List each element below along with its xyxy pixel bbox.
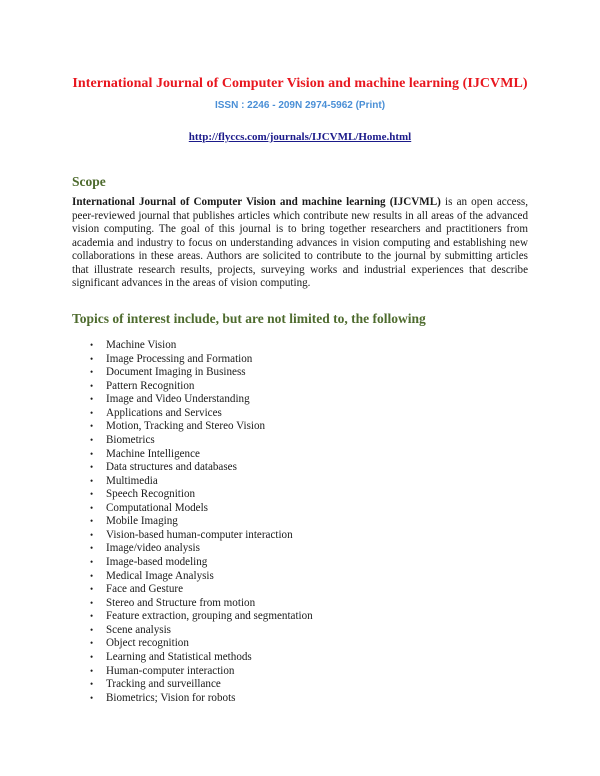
topic-list-item [90, 529, 313, 543]
topic-label: Multimedia [106, 474, 158, 487]
topic-label: Motion, Tracking and Stereo Vision [106, 420, 266, 433]
topic-label: Machine Vision [106, 339, 177, 351]
topic-list-item [90, 624, 313, 638]
topic-list-item [90, 420, 313, 434]
bullet-icon: • [90, 380, 94, 391]
topic-list-item [90, 542, 313, 556]
topic-label: Scene analysis [106, 623, 172, 636]
topic-label: Biometrics; Vision for robots [106, 691, 236, 704]
journal-title: International Journal of Computer Vision and machine learning (IJCVML) [72, 76, 528, 91]
bullet-icon: • [90, 489, 94, 500]
scope-lead-journal-name: International Journal of Computer Vision and machine learning (IJCVML) [72, 196, 441, 208]
topic-list-item [90, 366, 313, 380]
topic-label: Tracking and surveillance [106, 678, 221, 691]
bullet-icon: • [90, 407, 94, 418]
topic-list-item [90, 637, 313, 651]
bullet-icon: • [90, 340, 94, 350]
topic-list-item [90, 502, 313, 516]
topic-list-item [90, 556, 313, 570]
bullet-icon: • [90, 624, 94, 635]
topic-label: Human-computer interaction [106, 664, 235, 677]
topic-label: Pattern Recognition [106, 379, 195, 392]
scope-heading: Scope [72, 174, 106, 189]
bullet-icon: • [90, 584, 94, 595]
bullet-icon: • [90, 597, 94, 608]
bullet-icon: • [90, 557, 94, 567]
topic-list-item [90, 448, 313, 462]
bullet-icon: • [90, 516, 94, 527]
topic-list-item [90, 583, 313, 597]
bullet-icon: • [90, 502, 94, 513]
bullet-icon: • [90, 367, 94, 378]
topics-list [90, 339, 313, 705]
topic-label: Data structures and databases [106, 461, 237, 474]
bullet-icon: • [90, 434, 94, 445]
topic-label: Applications and Services [106, 406, 222, 419]
topic-label: Image Processing and Formation [106, 352, 253, 365]
topic-list-item [90, 692, 313, 706]
topic-label: Image/video analysis [106, 542, 200, 555]
topic-label: Medical Image Analysis [106, 569, 214, 582]
topic-label: Image and Video Understanding [106, 393, 250, 406]
topic-list-item [90, 434, 313, 448]
bullet-icon: • [90, 462, 94, 473]
bullet-icon: • [90, 679, 94, 690]
topic-label: Biometrics [106, 433, 155, 446]
bullet-icon: • [90, 394, 94, 405]
topic-label: Learning and Statistical methods [106, 650, 252, 663]
bullet-icon: • [90, 421, 94, 432]
topic-list-item [90, 610, 313, 624]
bullet-icon: • [90, 529, 94, 540]
bullet-icon: • [90, 692, 94, 703]
topic-label: Mobile Imaging [106, 515, 178, 528]
issn-line: ISSN : 2246 - 209N 2974-5962 (Print) [214, 100, 386, 111]
bullet-icon: • [90, 353, 94, 364]
scope-text: is an open access, peer-reviewed journal that publishes articles which contribute new results in all areas of the advanced vision computing. The goal of this journal is to bring together researchers and practitioners from academia and industry to focus on understanding advances in vision computing and establishing new collaborations in these areas. Authors are solicited to contribute to the journal by submitting articles that illustrate research results, projects, surveying works and industrial experiences that describe significant advances in the areas of vision computing. [72, 196, 528, 290]
topic-list-item [90, 475, 313, 489]
topic-list-item [90, 570, 313, 584]
scope-paragraph [72, 196, 528, 291]
topic-list-item [90, 393, 313, 407]
topic-label: Stereo and Structure from motion [106, 596, 256, 609]
bullet-icon: • [90, 651, 94, 662]
journal-home-link[interactable]: http://flyccs.com/journals/IJCVML/Home.html [188, 131, 412, 143]
topic-list-item [90, 597, 313, 611]
topic-list-item [90, 353, 313, 367]
topic-label: Feature extraction, grouping and segmentation [106, 610, 313, 623]
topics-heading: Topics of interest include, but are not limited to, the following [72, 311, 426, 326]
bullet-icon: • [90, 475, 94, 486]
topic-label: Document Imaging in Business [106, 366, 246, 379]
topic-label: Face and Gesture [106, 583, 184, 596]
bullet-icon: • [90, 638, 94, 649]
topic-list-item [90, 380, 313, 394]
topic-list-item [90, 339, 313, 353]
topic-label: Vision-based human-computer interaction [106, 528, 293, 541]
topic-label: Object recognition [106, 637, 189, 650]
topic-list-item [90, 665, 313, 679]
topic-list-item [90, 678, 313, 692]
bullet-icon: • [90, 570, 94, 581]
bullet-icon: • [90, 611, 94, 622]
topic-label: Computational Models [106, 501, 208, 514]
topic-list-item [90, 651, 313, 665]
bullet-icon: • [90, 448, 94, 459]
bullet-icon: • [90, 543, 94, 554]
topic-label: Speech Recognition [106, 488, 196, 501]
topic-list-item [90, 461, 313, 475]
topic-label: Image-based modeling [106, 556, 208, 568]
topic-list-item [90, 407, 313, 421]
bullet-icon: • [90, 665, 94, 676]
topic-label: Machine Intelligence [106, 447, 200, 460]
topic-list-item [90, 515, 313, 529]
topic-list-item [90, 488, 313, 502]
